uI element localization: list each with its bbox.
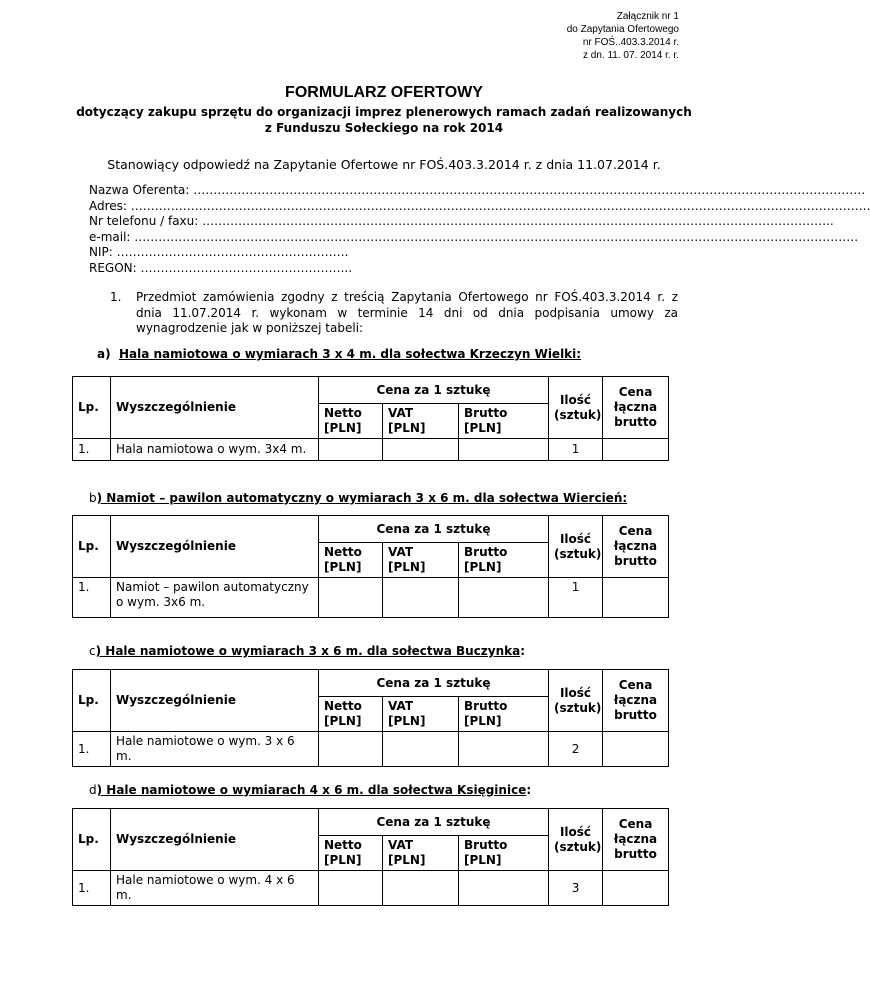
row-lp: 1. — [73, 732, 111, 767]
cell-gross[interactable] — [459, 578, 549, 618]
row-lp: 1. — [73, 578, 111, 618]
cell-gross[interactable] — [459, 871, 549, 906]
field-company-name[interactable]: Nazwa Oferenta: …………………………………………………………………………………………………………………………………………………… — [89, 183, 866, 197]
header-item: Wyszczególnienie — [111, 377, 319, 439]
cell-total[interactable] — [603, 439, 669, 461]
row-qty: 3 — [549, 871, 603, 906]
header-total: Cena łączna brutto — [603, 809, 669, 871]
field-address[interactable]: Adres: ………………………………………………………………………………………………………………………………………………………………….. — [89, 198, 870, 213]
section-prefix: c — [89, 644, 96, 658]
cell-gross[interactable] — [459, 732, 549, 767]
cell-net[interactable] — [319, 871, 383, 906]
header-qty: Ilość (sztuk) — [549, 809, 603, 871]
header-item: Wyszczególnienie — [111, 809, 319, 871]
field-email[interactable]: e-mail: ………………………………………………………………………………………………………………………………………………………………. — [89, 229, 859, 244]
header-gross: Brutto [PLN] — [459, 543, 549, 578]
table-row — [73, 871, 669, 906]
header-qty: Ilość (sztuk) — [549, 377, 603, 439]
cell-vat[interactable] — [383, 439, 459, 461]
form-subtitle — [0, 104, 768, 136]
header-qty: Ilość (sztuk) — [549, 516, 603, 578]
form-title: FORMULARZ OFERTOWY — [285, 84, 483, 101]
field-phone-fax[interactable]: Nr telefonu / faxu: ………………………………………………………………………………………………………………………………………….. — [89, 214, 834, 228]
cell-vat[interactable] — [383, 871, 459, 906]
price-table-d — [72, 808, 669, 906]
section-title: Hala namiotowa o wymiarach 3 x 4 m. dla sołectwa Krzeczyn Wielki: — [118, 347, 582, 361]
annex-line: nr FOŚ..403.3.2014 r. — [582, 37, 679, 48]
table-row — [73, 578, 669, 618]
section-heading-a — [97, 347, 581, 361]
header-price-per-unit: Cena za 1 sztukę — [319, 670, 549, 697]
annex-note — [567, 10, 679, 62]
cell-total[interactable] — [603, 871, 669, 906]
section-title: ) Hale namiotowe o wymiarach 3 x 6 m. dla sołectwa Buczynka — [95, 644, 521, 658]
header-gross: Brutto [PLN] — [459, 836, 549, 871]
row-qty: 1 — [549, 578, 603, 618]
row-lp: 1. — [73, 871, 111, 906]
response-line: Stanowiący odpowiedź na Zapytanie Ofertowe nr FOŚ.403.3.2014 r. z dnia 11.07.2014 r. — [107, 157, 661, 172]
header-vat: VAT [PLN] — [383, 836, 459, 871]
price-table-a — [72, 376, 669, 461]
cell-vat[interactable] — [383, 732, 459, 767]
row-item: Hala namiotowa o wym. 3x4 m. — [111, 439, 319, 461]
cell-total[interactable] — [603, 578, 669, 618]
cell-net[interactable] — [319, 732, 383, 767]
header-vat: VAT [PLN] — [383, 404, 459, 439]
subtitle-line: dotyczący zakupu sprzętu do organizacji imprez plenerowych ramach zadań realizowanych — [76, 105, 692, 119]
row-item: Hale namiotowe o wym. 4 x 6 m. — [111, 871, 319, 906]
row-qty: 1 — [549, 439, 603, 461]
header-item: Wyszczególnienie — [111, 516, 319, 578]
header-net: Netto [PLN] — [319, 543, 383, 578]
header-vat: VAT [PLN] — [383, 697, 459, 732]
header-net: Netto [PLN] — [319, 836, 383, 871]
bidder-fields — [89, 183, 870, 276]
row-lp: 1. — [73, 439, 111, 461]
header-price-per-unit: Cena za 1 sztukę — [319, 516, 549, 543]
annex-line: Załącznik nr 1 — [616, 11, 679, 22]
header-total: Cena łączna brutto — [603, 377, 669, 439]
table-row — [73, 732, 669, 767]
subtitle-line: z Funduszu Sołeckiego na rok 2014 — [264, 121, 504, 135]
row-qty: 2 — [549, 732, 603, 767]
cell-total[interactable] — [603, 732, 669, 767]
row-item: Namiot – pawilon automatyczny o wym. 3x6 m. — [111, 578, 319, 618]
section-prefix: a) — [97, 347, 111, 361]
header-lp: Lp. — [73, 809, 111, 871]
cell-net[interactable] — [319, 578, 383, 618]
header-total: Cena łączna brutto — [603, 516, 669, 578]
point-text: Przedmiot zamówienia zgodny z treścią Zapytania Ofertowego nr FOŚ.403.3.2014 r. z dnia 11.07.2014 r. wykonam w terminie 14 dni od dnia podpisania umowy za wynagrodzenie jak w poniższej tabeli: — [136, 290, 678, 335]
header-net: Netto [PLN] — [319, 404, 383, 439]
header-lp: Lp. — [73, 670, 111, 732]
header-lp: Lp. — [73, 516, 111, 578]
cell-net[interactable] — [319, 439, 383, 461]
section-heading-c — [89, 644, 525, 658]
header-gross: Brutto [PLN] — [459, 404, 549, 439]
row-item: Hale namiotowe o wym. 3 x 6 m. — [111, 732, 319, 767]
header-gross: Brutto [PLN] — [459, 697, 549, 732]
cell-vat[interactable] — [383, 578, 459, 618]
header-total: Cena łączna brutto — [603, 670, 669, 732]
annex-line: do Zapytania Ofertowego — [566, 24, 679, 35]
point-1 — [110, 290, 678, 337]
header-price-per-unit: Cena za 1 sztukę — [319, 809, 549, 836]
price-table-b — [72, 515, 669, 618]
section-prefix: b — [89, 491, 97, 505]
field-regon[interactable]: REGON: …………………………………………….. — [89, 260, 353, 275]
header-net: Netto [PLN] — [319, 697, 383, 732]
cell-gross[interactable] — [459, 439, 549, 461]
section-heading-d — [89, 783, 531, 797]
header-qty: Ilość (sztuk) — [549, 670, 603, 732]
header-vat: VAT [PLN] — [383, 543, 459, 578]
header-item: Wyszczególnienie — [111, 670, 319, 732]
field-nip[interactable]: NIP: …………………………………………………. — [89, 245, 349, 259]
table-row — [73, 439, 669, 461]
header-price-per-unit: Cena za 1 sztukę — [319, 377, 549, 404]
point-number: 1. — [110, 290, 122, 304]
section-title: ) Hale namiotowe o wymiarach 4 x 6 m. dla sołectwa Księginice — [96, 783, 527, 797]
section-heading-b — [89, 491, 627, 505]
annex-line: z dn. 11. 07. 2014 r. r. — [583, 50, 679, 61]
section-prefix: d — [89, 783, 97, 797]
header-lp: Lp. — [73, 377, 111, 439]
section-suffix: : — [520, 644, 526, 658]
section-suffix: : — [526, 783, 532, 797]
price-table-c — [72, 669, 669, 767]
section-title: ) Namiot – pawilon automatyczny o wymiarach 3 x 6 m. dla sołectwa Wiercień: — [96, 491, 628, 505]
